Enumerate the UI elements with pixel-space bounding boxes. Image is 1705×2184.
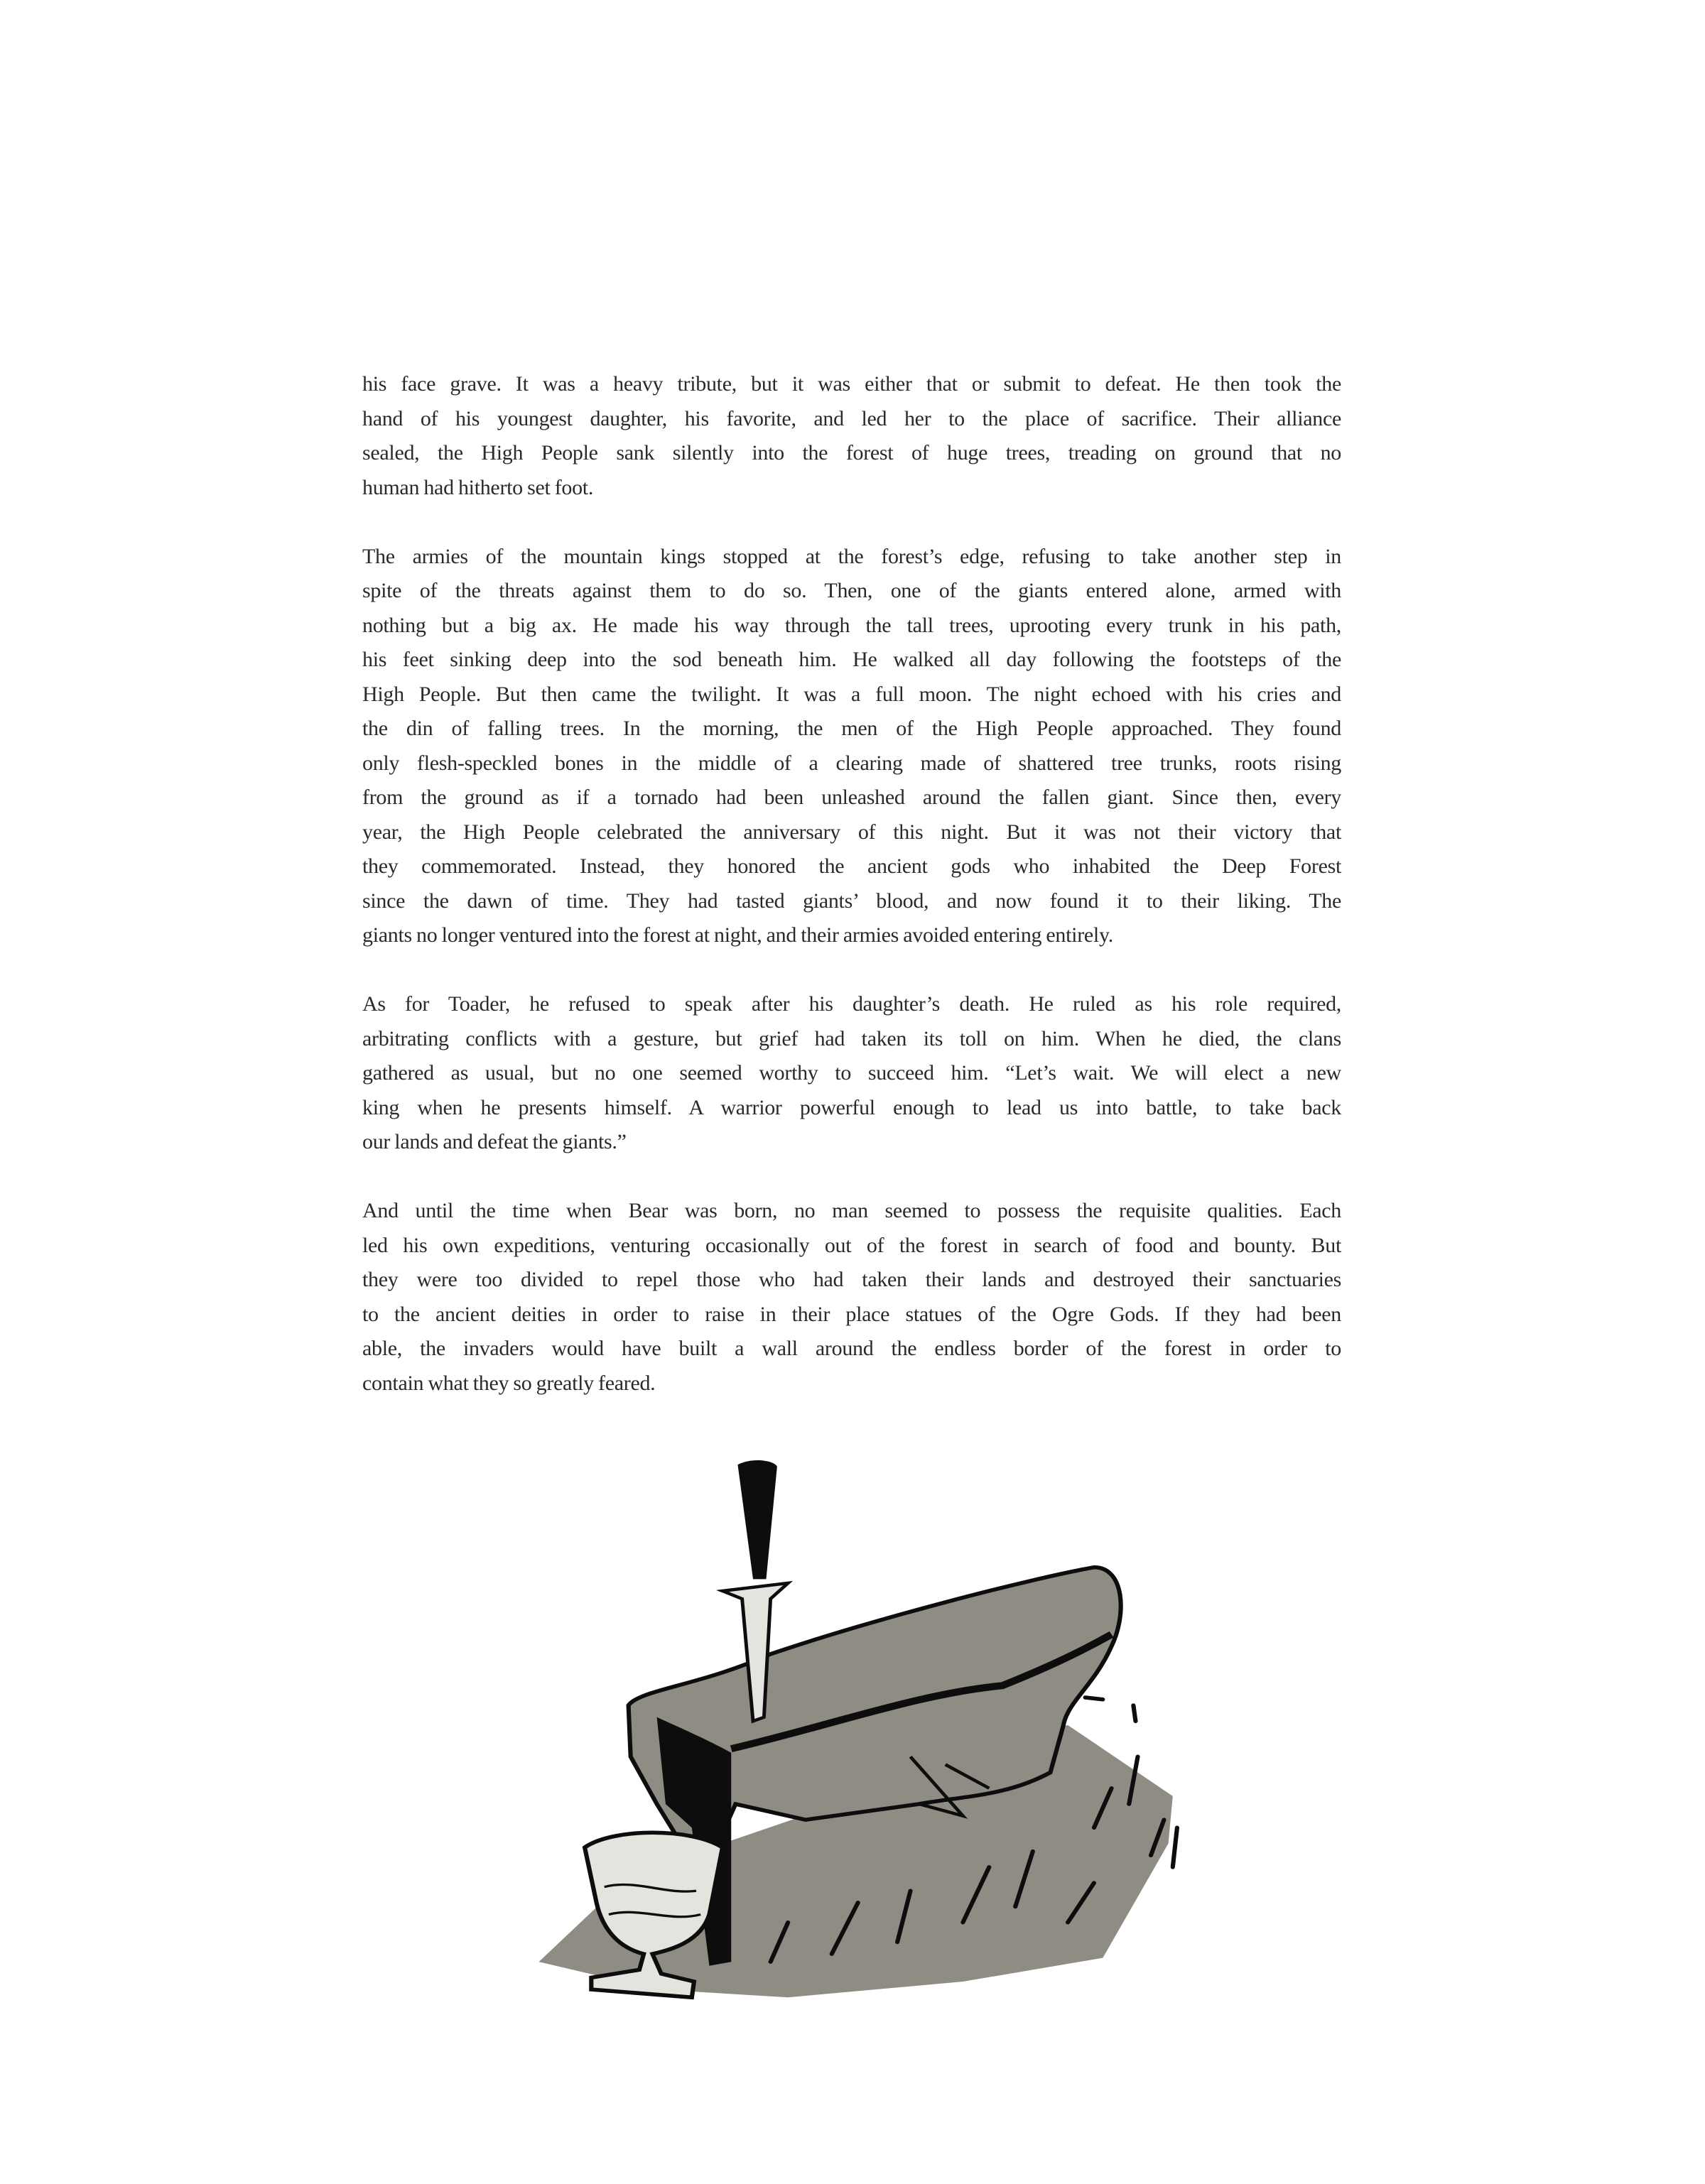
text-line: And until the time when Bear was born, no man seemed to possess the requisite qualities. Each <box>362 1199 1341 1222</box>
paragraph-gap <box>362 505 1341 540</box>
text-line: king when he presents himself. A warrior powerful enough to lead us into battle, to take back <box>362 1095 1341 1119</box>
text-line: they were too divided to repel those who had taken their lands and destroyed their sanctuaries <box>362 1268 1341 1291</box>
text-line: arbitrating conflicts with a gesture, but grief had taken its toll on him. When he died, the clans <box>362 1026 1341 1050</box>
text-line: the din of falling trees. In the morning, the men of the High People approached. They found <box>362 717 1341 740</box>
text-line: led his own expeditions, venturing occasionally out of the forest in search of food and bounty. But <box>362 1233 1341 1257</box>
text-line: nothing but a big ax. He made his way through the tall trees, uprooting every trunk in his path, <box>362 613 1341 637</box>
text-line: they commemorated. Instead, they honored the ancient gods who inhabited the Deep Forest <box>362 854 1341 878</box>
paragraph <box>362 987 1341 1160</box>
paragraph-gap <box>362 1160 1341 1195</box>
paragraph <box>362 367 1341 505</box>
text-line: human had hitherto set foot. <box>362 475 594 499</box>
paragraph-gap <box>362 953 1341 988</box>
text-line: hand of his youngest daughter, his favorite, and led her to the place of sacrifice. Their alliance <box>362 406 1341 430</box>
text-line: since the dawn of time. They had tasted giants’ blood, and now found it to their liking. The <box>362 889 1341 913</box>
text-line: contain what they so greatly feared. <box>362 1371 656 1395</box>
altar-stone-dagger-goblet-illustration <box>526 1449 1208 2017</box>
text-line: able, the invaders would have built a wall around the endless border of the forest in order to <box>362 1337 1341 1360</box>
text-line: to the ancient deities in order to raise in their place statues of the Ogre Gods. If they had been <box>362 1302 1341 1326</box>
text-line: from the ground as if a tornado had been unleashed around the fallen giant. Since then, every <box>362 786 1341 809</box>
text-line: only flesh-speckled bones in the middle of a clearing made of shattered tree trunks, roots rising <box>362 751 1341 775</box>
text-line: As for Toader, he refused to speak after his daughter’s death. He ruled as his role required, <box>362 992 1341 1016</box>
text-line: our lands and defeat the giants.” <box>362 1130 627 1153</box>
text-line: spite of the threats against them to do so. Then, one of the giants entered alone, armed with <box>362 579 1341 602</box>
text-line: his feet sinking deep into the sod beneath him. He walked all day following the footsteps of the <box>362 648 1341 671</box>
text-line: giants no longer ventured into the forest at night, and their armies avoided entering entirely. <box>362 923 1113 947</box>
text-line: his face grave. It was a heavy tribute, but it was either that or submit to defeat. He then took the <box>362 372 1341 396</box>
paragraph <box>362 540 1341 953</box>
text-line: High People. But then came the twilight. It was a full moon. The night echoed with his cries and <box>362 682 1341 706</box>
text-line: year, the High People celebrated the anniversary of this night. But it was not their victory that <box>362 820 1341 844</box>
text-line: gathered as usual, but no one seemed worthy to succeed him. “Let’s wait. We will elect a new <box>362 1061 1341 1085</box>
text-line: The armies of the mountain kings stopped at the forest’s edge, refusing to take another step in <box>362 544 1341 568</box>
text-line: sealed, the High People sank silently into the forest of huge trees, treading on ground that no <box>362 441 1341 464</box>
body-text <box>362 367 1341 1401</box>
paragraph <box>362 1194 1341 1401</box>
